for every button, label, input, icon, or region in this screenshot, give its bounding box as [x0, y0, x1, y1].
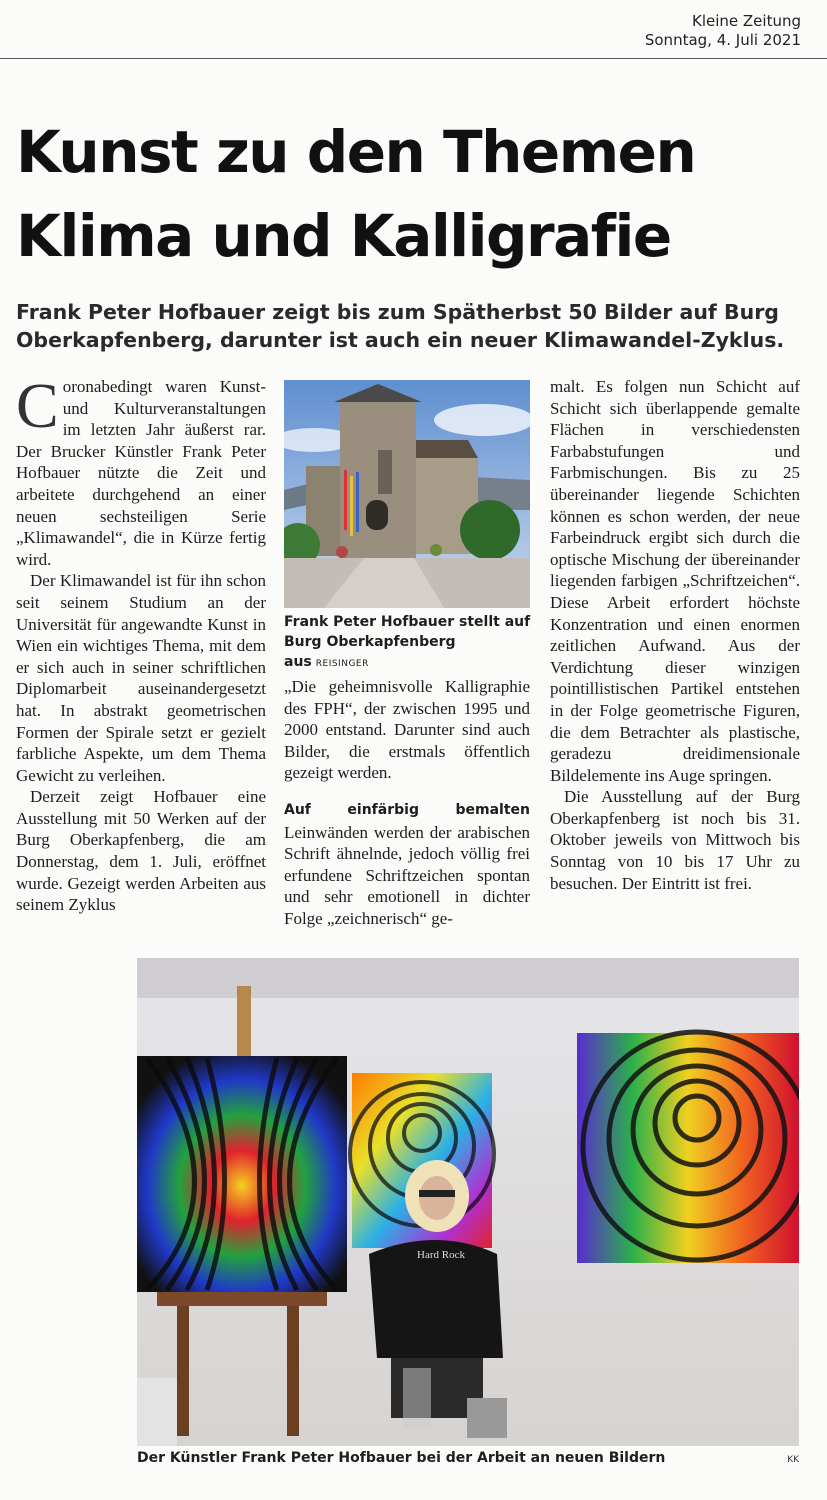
masthead	[645, 12, 801, 50]
castle-image	[284, 380, 530, 608]
article-column-2	[284, 676, 530, 930]
issue-date: Sonntag, 4. Juli 2021	[644, 31, 801, 49]
paragraph: „Die geheimnisvolle Kalligraphie des FPH“, der zwischen 1995 und 2000 entstand. Darunter sind auch Bilder, die erstmals öffentlich gezeigt werden.	[284, 677, 530, 783]
newspaper-name: Kleine Zeitung	[692, 12, 801, 30]
headline-line-2: Klima und Kalligrafie	[16, 202, 671, 270]
inline-subheading: Auf einfärbig bemalten	[284, 801, 530, 818]
paragraph: Auf einfärbig bemalten Leinwänden werden der arabischen Schrift ähnelnde, jedoch völlig frei erfundene Schriftzeichen spontan und sehr emotionell in dichter Folge „zeichnerisch“ ge-	[284, 801, 530, 928]
headline	[16, 110, 816, 278]
photo-credit-1: REISINGER	[315, 659, 369, 669]
photo-credit-2: KK	[787, 1455, 799, 1465]
paragraph: Der Klimawandel ist für ihn schon seit seinem Studium an der Universität für angewandte Kunst in Wien ein wichtiges Thema, mit dem er sich auch in seiner schriftlichen Diplomarbeit auseinandergesetzt hat. In abstrakt geometrischen Formen der Spirale setzt er gezielt farbliche Aspekte, um dem Thema Gewicht zu verleihen.	[16, 571, 266, 785]
artist-studio-image	[137, 958, 799, 1446]
castle-photo	[284, 380, 530, 608]
headline-line-1: Kunst zu den Themen	[16, 118, 696, 186]
artist-photo	[137, 958, 799, 1446]
shirt-logo: Hard Rock	[417, 1249, 465, 1261]
paragraph: Derzeit zeigt Hofbauer eine Ausstellung mit 50 Werken auf der Burg Oberkapfenberg, die am Donnerstag, dem 1. Juli, eröffnet wurde. Gezeigt werden Arbeiten aus seinem Zyklus	[16, 787, 266, 915]
article-column-3	[550, 376, 800, 894]
photo-caption-1: Frank Peter Hofbauer stellt auf Burg Oberkapfenberg aus REISINGER	[284, 614, 531, 670]
paragraph: malt. Es folgen nun Schicht auf Schicht sich überlappende gemalte Flächen in verschiedensten Farbabstufungen und Farbmischungen. Bis zu 25 übereinander liegende Schichten können es schon werden, der neue Farbeindruck ergibt sich durch die optische Mischung der übereinander liegenden farbigen „Schriftzeichen“. Diese Arbeit erfordert höchste Konzentration und einen enormen zeitlichen Aufwand. Aus der Verdichtung dieser winzigen pointillistischen Partikel entstehen in der Folge geometrische Figuren, die dem Betrachter als plastische, geradezu dreidimensionale Bildelemente ins Auge springen.	[550, 377, 800, 785]
photo-caption-2: Der Künstler Frank Peter Hofbauer bei der Arbeit an neuen Bildern	[137, 1450, 666, 1466]
subheadline: Frank Peter Hofbauer zeigt bis zum Spätherbst 50 Bilder auf Burg Oberkapfenberg, darunter ist auch ein neuer Klimawandel-Zyklus.	[16, 300, 785, 352]
header-rule	[0, 58, 827, 59]
article-column-1	[16, 370, 266, 916]
paragraph: Die Ausstellung auf der Burg Oberkapfenberg ist noch bis 31. Oktober jeweils von Mittwoch bis Sonntag von 10 bis 17 Uhr zu besuchen. Der Eintritt ist frei.	[550, 787, 800, 893]
paragraph: Coronabedingt waren Kunst- und Kulturveranstaltungen im letzten Jahr äußerst rar. Der Brucker Künstler Frank Peter Hofbauer nützte die Zeit und arbeitete durchgehend an einer neuen sechsteiligen Serie „Klimawandel“, die in Kürze fertig wird.	[16, 370, 266, 569]
drop-cap: C	[16, 370, 59, 441]
